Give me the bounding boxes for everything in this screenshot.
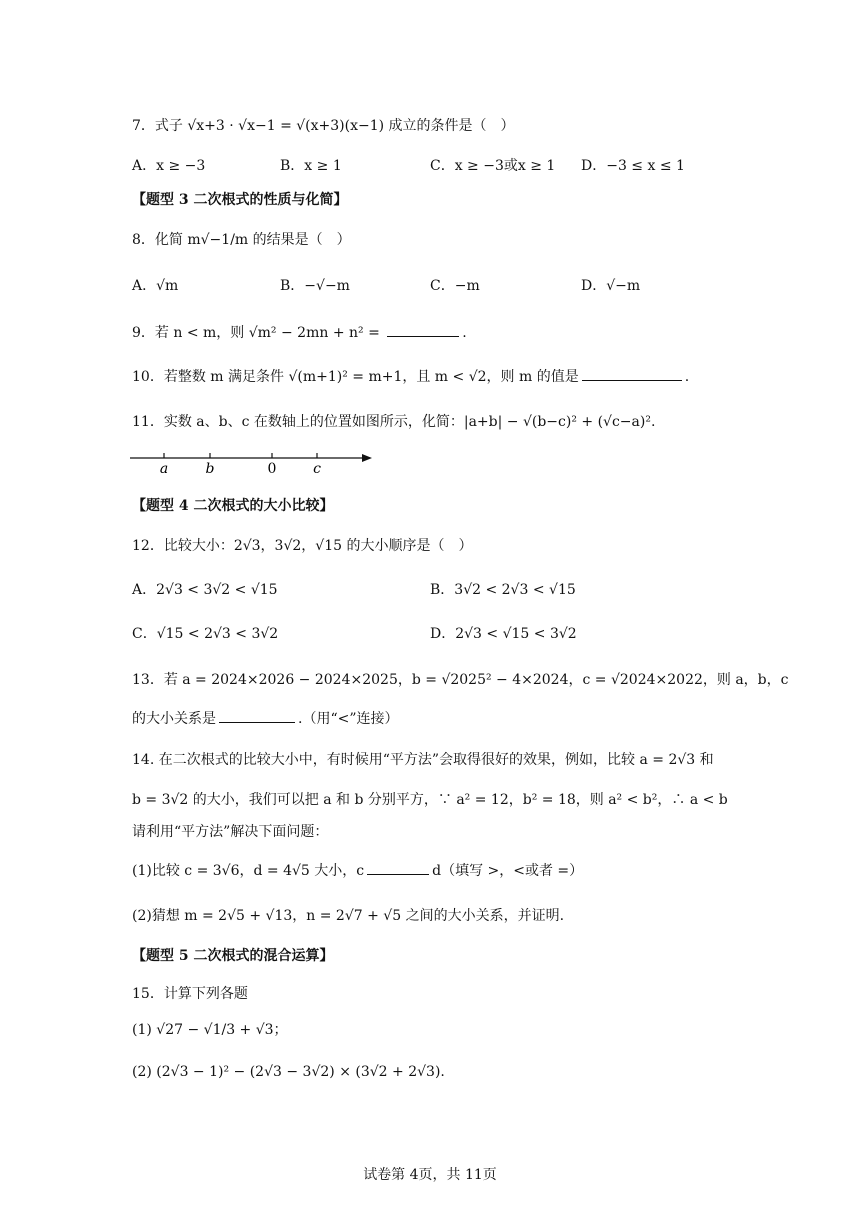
number-line-figure	[126, 442, 376, 474]
question-10-end: .	[684, 369, 690, 385]
question-14-line-1: 14. 在二次根式的比较大小中，有时候用“平方法”会取得很好的效果，例如，比较 a = 2√3 和	[132, 752, 714, 768]
question-15-part-2: (2) (2√3 − 1)² − (2√3 − 3√2) × (3√2 + 2√3).	[132, 1064, 445, 1080]
question-13-line-1: 13．若 a = 2024×2026 − 2024×2025，b = √2025² − 4×2024，c = √2024×2022，则 a，b，c	[132, 672, 789, 688]
question-8-option-d: D．√−m	[581, 278, 641, 294]
question-13-text: 的大小关系是	[132, 711, 216, 727]
question-8-option-a: A．√m	[132, 278, 179, 294]
question-12-stem: 12．比较大小：2√3，3√2，√15 的大小顺序是（ ）	[132, 538, 473, 554]
question-14-part-1	[132, 860, 583, 881]
number-line-arrow	[362, 454, 372, 462]
question-12-option-b: B．3√2 < 2√3 < √15	[430, 582, 576, 598]
question-13-end: .（用“<”连接）	[298, 711, 399, 727]
question-12-option-a: A．2√3 < 3√2 < √15	[132, 582, 278, 598]
question-10-text: 10．若整数 m 满足条件 √(m+1)² = m+1，且 m < √2，则 m 的值是	[132, 369, 579, 385]
question-7-option-c: C．x ≥ −3或x ≥ 1	[430, 158, 556, 174]
question-7-option-a: A．x ≥ −3	[132, 158, 206, 174]
label-zero: 0	[267, 461, 277, 474]
question-9	[132, 322, 467, 343]
section-heading-5: 【题型 5 二次根式的混合运算】	[132, 948, 334, 964]
question-9-text: 9．若 n < m，则 √m² − 2mn + n² =	[132, 325, 385, 341]
question-12-option-d: D．2√3 < √15 < 3√2	[430, 626, 577, 642]
question-7-stem: 7．式子 √x+3 · √x−1 = √(x+3)(x−1) 成立的条件是（ ）	[132, 118, 515, 134]
label-b: b	[205, 461, 215, 474]
question-12-option-c: C．√15 < 2√3 < 3√2	[132, 626, 279, 642]
answer-blank[interactable]	[582, 366, 682, 381]
answer-blank[interactable]	[367, 860, 429, 875]
question-15-stem: 15．计算下列各题	[132, 986, 248, 1002]
page-footer: 试卷第 4页，共 11页	[363, 1167, 497, 1183]
question-14-part-1-end: d（填写 >，<或者 =）	[432, 863, 584, 879]
question-14-line-3: 请利用“平方法”解决下面问题：	[132, 824, 329, 840]
answer-blank[interactable]	[219, 708, 295, 723]
question-8-option-c: C．−m	[430, 278, 480, 294]
answer-blank[interactable]	[387, 322, 459, 337]
section-heading-4: 【题型 4 二次根式的大小比较】	[132, 498, 334, 514]
question-14-part-2: (2)猜想 m = 2√5 + √13，n = 2√7 + √5 之间的大小关系，并证明.	[132, 908, 565, 924]
question-7-option-d: D．−3 ≤ x ≤ 1	[581, 158, 685, 174]
question-10	[132, 366, 689, 387]
question-8-stem: 8．化简 m√−1/m 的结果是（ ）	[132, 232, 351, 248]
question-14-line-2: b = 3√2 的大小，我们可以把 a 和 b 分别平方，∵ a² = 12，b² = 18，则 a² < b²，∴ a < b	[132, 792, 728, 808]
question-13-line-2	[132, 708, 399, 729]
question-14-part-1-text: (1)比较 c = 3√6，d = 4√5 大小，c	[132, 863, 365, 879]
label-c: c	[313, 461, 321, 474]
section-heading-3: 【题型 3 二次根式的性质与化简】	[132, 192, 348, 208]
question-7-option-b: B．x ≥ 1	[280, 158, 342, 174]
question-15-part-1: (1) √27 − √1/3 + √3；	[132, 1022, 288, 1038]
question-11-stem: 11．实数 a、b、c 在数轴上的位置如图所示，化简：|a+b| − √(b−c)² + (√c−a)².	[132, 414, 656, 430]
question-8-option-b: B．−√−m	[280, 278, 350, 294]
question-9-end: .	[462, 325, 467, 341]
label-a: a	[159, 461, 169, 474]
